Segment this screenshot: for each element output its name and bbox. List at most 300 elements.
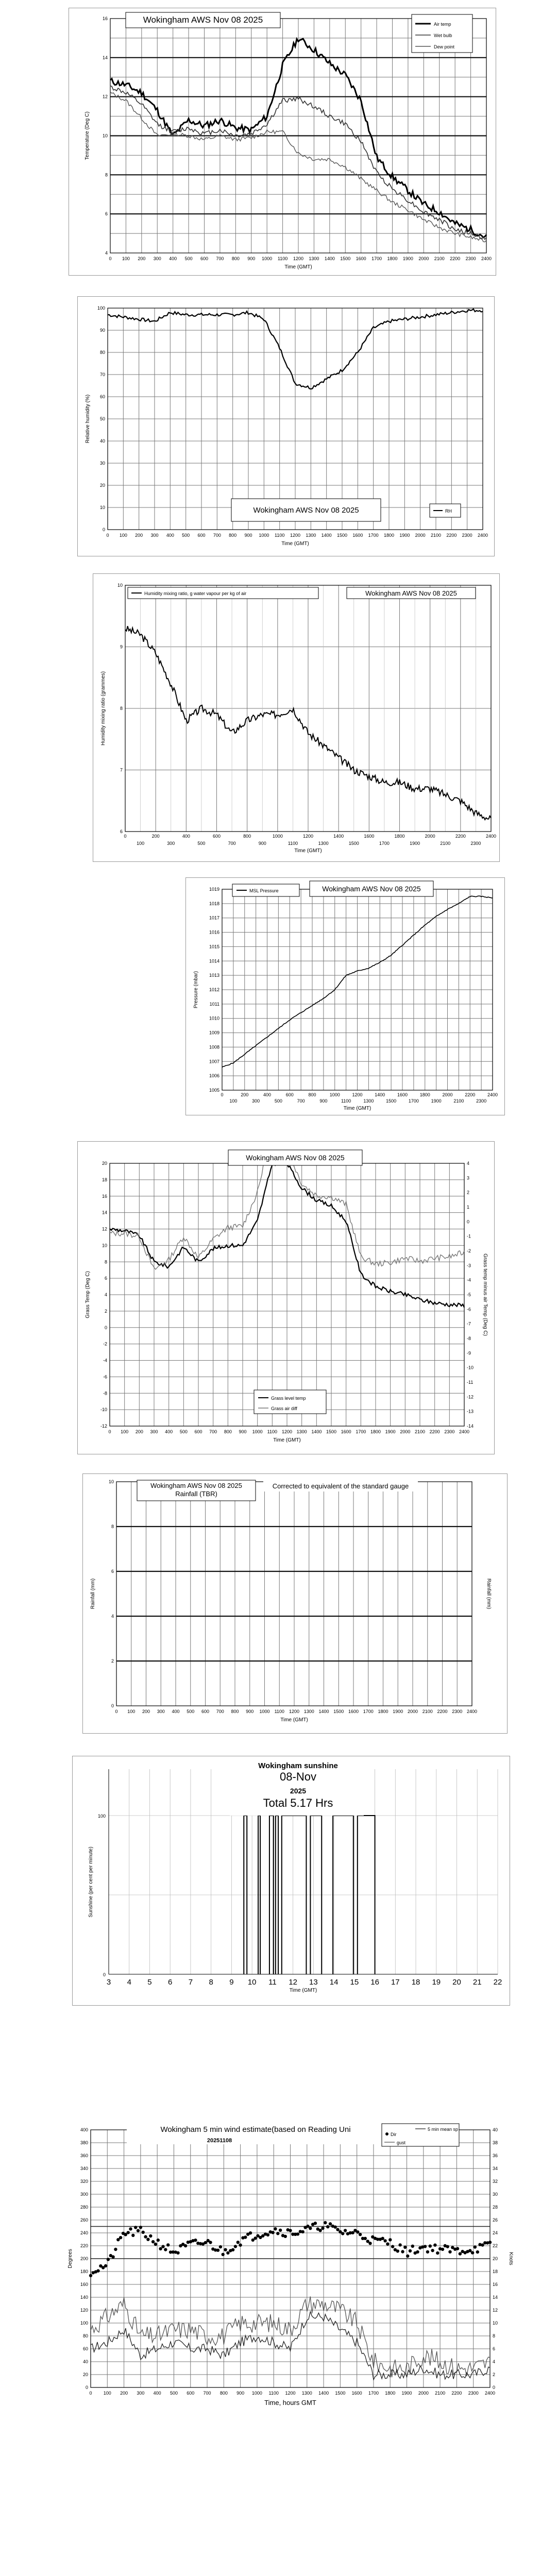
sun-xtick: 21 [472,1978,482,1987]
grass-temp-chart [78,1142,495,1455]
wind-xtick: 1400 [318,2391,329,2396]
wind-ytick: 80 [82,2333,88,2338]
press-ytick: 1008 [209,1044,219,1050]
rain-xtick: 2300 [452,1709,463,1714]
wind-ytick-right: 12 [493,2308,498,2313]
temp-ylabel: Temperature (Deg C) [84,111,90,160]
rain-ytick: 10 [108,1479,114,1484]
press-ytick: 1010 [209,1015,219,1021]
wind-ytick-right: 40 [493,2127,498,2132]
press-ytick: 1019 [209,887,219,892]
wind-dir-point [159,2247,162,2250]
temp-xtick: 800 [231,256,240,261]
grass-xtick: 300 [150,1429,158,1434]
temp-ytick: 4 [105,250,108,256]
rh-xtick: 1900 [399,533,410,538]
grass-xtick: 400 [165,1429,173,1434]
sun-xtick: 13 [309,1978,318,1987]
grass-ytick: -6 [103,1374,107,1380]
rh-ytick: 20 [99,483,105,488]
wind-dir-point [234,2245,237,2248]
sun-xtick: 12 [289,1978,297,1987]
rh-ytick: 10 [99,505,105,510]
wind-dir-point [474,2245,477,2248]
press-xtick-upper: 400 [263,1092,272,1097]
grass-ytick-right: -13 [467,1409,474,1414]
press-xtick-lower: 2100 [453,1098,464,1104]
grass-xtick: 1800 [370,1429,381,1434]
wind-ytick-right: 32 [493,2179,498,2184]
wind-ytick: 180 [80,2269,88,2274]
wind-xtick: 700 [203,2391,211,2396]
wind-dir-point [184,2244,187,2247]
wind-ylabel-right: Knots [508,2252,514,2265]
wind-dir-point [383,2239,386,2242]
press-xtick-lower: 300 [252,1098,260,1104]
grass-xtick: 200 [135,1429,143,1434]
rh-xtick: 600 [197,533,206,538]
wind-dir-point [296,2232,299,2235]
wind-dir-point [129,2227,132,2230]
wind-xtick: 1900 [401,2391,412,2396]
wind-legend-swatch-dir [385,2132,388,2136]
rh-title: Wokingham AWS Nov 08 2025 [253,506,359,515]
rh-xtick: 400 [166,533,174,538]
mix-ytick: 9 [120,644,123,650]
wind-dir-point [436,2251,439,2255]
mix-xtick-upper: 1600 [364,834,375,839]
grass-xtick: 2100 [414,1429,426,1434]
rain-xtick: 1700 [363,1709,374,1714]
wind-ytick: 200 [80,2256,88,2261]
temp-xtick: 2300 [465,256,476,261]
wind-xtick: 500 [170,2391,178,2396]
rain-xtick: 1500 [333,1709,344,1714]
sun-xtick: 4 [127,1978,131,1987]
rh-legend-label-0: RH [445,509,452,514]
grass-ytick: 14 [102,1210,107,1215]
rh-xtick: 1400 [321,533,332,538]
grass-xtick: 2200 [429,1429,440,1434]
wind-dir-point [176,2251,179,2255]
temp-xtick: 400 [169,256,177,261]
mix-xtick-upper: 2000 [425,834,435,839]
temp-xtick: 1700 [371,256,382,261]
rh-xtick: 800 [229,533,237,538]
rh-xtick: 2400 [477,533,488,538]
wind-dir-point [403,2246,407,2249]
wind-dir-point [89,2274,92,2277]
wind-xtick: 0 [89,2391,92,2396]
temperature-chart-panel [69,8,496,276]
grass-ytick: -12 [100,1423,107,1429]
wind-dir-point [398,2243,401,2246]
humidity-chart [78,297,495,557]
temp-xtick: 1800 [387,256,398,261]
press-xtick-lower: 1300 [363,1098,374,1104]
grass-xtick: 1100 [267,1429,278,1434]
temp-legend-label-2: Dew point [434,44,455,49]
rainfall-chart [83,1474,508,1734]
rain-note: Corrected to equivalent of the standard gauge [272,1482,409,1490]
grass-ytick-right: -11 [467,1380,474,1385]
sun-xtick: 17 [391,1978,400,1987]
press-ytick: 1013 [209,973,219,978]
wind-dir-point [341,2232,344,2235]
rain-xtick: 1000 [259,1709,270,1714]
rh-xtick: 200 [135,533,143,538]
press-xtick-upper: 600 [285,1092,294,1097]
wind-xtick: 800 [219,2391,228,2396]
press-xtick-upper: 200 [241,1092,249,1097]
wind-ytick: 100 [80,2320,88,2326]
wind-dir-point [284,2235,287,2238]
mix-xtick-lower: 1300 [318,841,329,846]
mix-xtick-lower: 2300 [470,841,481,846]
wind-xtick: 2300 [468,2391,479,2396]
rain-ytick: 6 [111,1569,114,1574]
press-title: Wokingham AWS Nov 08 2025 [322,885,421,893]
rh-ytick: 70 [99,372,105,377]
wind-dir-point [127,2231,130,2234]
wind-dir-point [209,2241,212,2244]
wind-dir-point [326,2225,329,2228]
wind-dir-point [131,2234,134,2237]
temp-xtick: 900 [247,256,256,261]
sun-xtick: 11 [268,1978,277,1987]
rh-xtick: 500 [182,533,190,538]
wind-ytick-right: 36 [493,2153,498,2158]
press-ytick: 1011 [209,1001,219,1007]
wind-dir-point [329,2222,332,2225]
wind-ytick-right: 38 [493,2140,498,2145]
wind-dir-point [368,2242,371,2245]
temp-xtick: 1300 [309,256,319,261]
grass-ytick-right: -7 [467,1321,471,1327]
press-xtick-lower: 1700 [408,1098,419,1104]
temp-xlabel: Time (GMT) [284,264,312,270]
sun-xtick: 18 [411,1978,420,1987]
press-xtick-lower: 100 [229,1098,238,1104]
wind-dir-point [289,2229,292,2232]
grass-ytick: 6 [104,1276,107,1281]
wind-dir-point [409,2249,412,2252]
press-xtick-upper: 800 [308,1092,316,1097]
wind-ytick: 340 [80,2166,88,2171]
sun-xlabel: Time (GMT) [289,1988,317,1993]
rh-xlabel: Time (GMT) [281,541,309,547]
grass-xtick: 1000 [252,1429,263,1434]
sun-total: Total 5.17 Hrs [263,1797,333,1809]
wind-ytick-right: 22 [493,2243,498,2248]
temp-xtick: 100 [122,256,130,261]
wind-dir-point [391,2245,394,2248]
wind-dir-point [488,2241,492,2244]
sun-ytick: 100 [97,1814,106,1819]
mix-title: Wokingham AWS Nov 08 2025 [365,589,457,597]
wind-dir-point [216,2249,219,2252]
mix-xtick-upper: 1400 [333,834,344,839]
sun-xtick: 10 [247,1978,257,1987]
grass-ytick-right: 2 [467,1190,470,1195]
wind-chart [62,2121,529,2430]
wind-dir-point [194,2239,197,2242]
mix-ytick: 10 [117,583,123,588]
grass-legend-label-1: Grass air diff [271,1406,297,1411]
wind-dir-point [359,2233,362,2236]
grass-xtick: 2300 [444,1429,455,1434]
temp-ytick: 8 [105,172,108,178]
press-xtick-lower: 1500 [386,1098,397,1104]
rh-xtick: 2300 [462,533,472,538]
wind-dir-point [219,2245,222,2248]
wind-xtick: 1600 [351,2391,362,2396]
temp-ytick: 16 [102,16,108,21]
wind-dir-point [244,2235,247,2239]
grass-ytick-right: -8 [467,1336,471,1341]
wind-xtick: 1300 [301,2391,312,2396]
wind-dir-point [481,2243,484,2246]
rain-xtick: 2100 [422,1709,433,1714]
grass-xtick: 900 [239,1429,247,1434]
wind-legend-label-speed: 5 min mean sp [428,2127,459,2132]
press-ylabel: Pressure (mbar) [193,971,199,1009]
mix-xtick-upper: 200 [151,834,160,839]
rh-ytick: 0 [102,527,105,532]
wind-xtick: 1500 [335,2391,346,2396]
press-xtick-upper: 1000 [329,1092,340,1097]
wind-dir-point [154,2243,157,2246]
grass-xtick: 2000 [400,1429,411,1434]
sun-xtick: 22 [493,1978,502,1987]
wind-dir-point [164,2248,167,2251]
mix-xtick-lower: 900 [258,841,266,846]
rh-xtick: 700 [213,533,221,538]
wind-dir-point [144,2235,147,2238]
grass-ytick-right: 0 [467,1219,470,1225]
sun-xtick: 3 [106,1978,111,1987]
sun-ylabel: Sunshine (per cent per minute) [88,1846,94,1918]
press-ytick: 1009 [209,1030,219,1036]
wind-dir-point [271,2231,274,2234]
grass-ytick-right: -1 [467,1233,471,1239]
wind-dir-point [166,2243,170,2246]
mix-xtick-lower: 300 [167,841,175,846]
wind-dir-point [448,2250,451,2253]
wind-ytick: 160 [80,2282,88,2287]
sun-xtick: 15 [350,1978,359,1987]
sun-xtick: 5 [147,1978,152,1987]
wind-xtick: 1200 [285,2391,296,2396]
wind-xtick: 2100 [435,2391,446,2396]
mix-ytick: 6 [120,829,123,834]
wind-dir-point [274,2227,277,2230]
mix-xtick-lower: 1100 [288,841,298,846]
wind-ytick: 320 [80,2179,88,2184]
wind-dir-point [476,2250,479,2253]
wind-dir-point [119,2236,122,2239]
sunshine-chart-panel [72,1756,510,2006]
mix-xtick-upper: 800 [243,834,251,839]
rain-xtick: 1600 [348,1709,359,1714]
rh-xtick: 1100 [274,533,285,538]
rain-xtick: 200 [142,1709,150,1714]
press-ytick: 1005 [209,1088,219,1093]
sunshine-chart [73,1756,511,2006]
wind-dir-point [411,2245,414,2248]
rain-ytick: 2 [111,1658,114,1664]
wind-dir-point [236,2241,240,2244]
grass-xlabel: Time (GMT) [273,1437,301,1443]
rain-ylabel: Rainfall (mm) [90,1578,96,1609]
wind-ytick-right: 4 [493,2359,496,2364]
grass-xtick: 100 [121,1429,129,1434]
wind-dir-point [441,2248,444,2251]
wind-dir-point [334,2226,337,2229]
grass-ytick: 0 [104,1325,107,1330]
wind-ytick-right: 34 [493,2166,498,2171]
temp-ytick: 6 [105,211,108,217]
grass-ytick-right: -14 [467,1423,474,1429]
wind-dir-point [433,2244,436,2247]
grass-xtick: 1500 [326,1429,337,1434]
mixing-ratio-chart [93,574,500,862]
wind-dir-point [142,2231,145,2234]
temp-xtick: 300 [153,256,161,261]
grass-ytick: 16 [102,1193,107,1199]
temp-xtick: 0 [109,256,112,261]
rain-xtick: 2000 [407,1709,418,1714]
rain-xtick: 1300 [303,1709,314,1714]
press-xlabel: Time (GMT) [343,1106,371,1111]
sun-xtick: 16 [370,1978,379,1987]
rh-xtick: 0 [106,533,109,538]
mix-xtick-upper: 2200 [455,834,466,839]
rain-xtick: 100 [127,1709,136,1714]
grass-xtick: 1700 [356,1429,366,1434]
wind-dir-point [364,2237,367,2240]
rh-xtick: 2100 [430,533,442,538]
wind-dir-point [344,2229,347,2232]
wind-dir-point [107,2258,110,2261]
press-xtick-upper: 1400 [375,1092,385,1097]
rain-xtick: 500 [187,1709,195,1714]
grass-ytick-right: 1 [467,1205,470,1210]
rh-ytick: 50 [99,416,105,421]
rh-xtick: 1200 [290,533,301,538]
rain-ytick: 0 [111,1703,114,1708]
wind-dir-point [431,2249,434,2252]
rh-xtick: 900 [244,533,252,538]
press-xtick-lower: 500 [274,1098,282,1104]
grass-ytick: 8 [104,1259,107,1265]
rh-ytick: 30 [99,461,105,466]
mixing-ratio-chart-panel [93,573,500,862]
wind-xtick: 2000 [418,2391,429,2396]
rh-ytick: 40 [99,438,105,444]
grass-ytick: 18 [102,1177,107,1182]
sun-xtick: 6 [168,1978,173,1987]
rainfall-chart-panel [82,1473,508,1734]
temperature-chart [69,8,497,276]
wind-dir-point [314,2222,317,2225]
wind-xtick: 1700 [368,2391,379,2396]
wind-chart-panel [62,2120,528,2429]
wind-legend-label-dir: Dir [391,2132,397,2137]
wind-dir-point [336,2228,339,2231]
mix-xtick-upper: 2400 [485,834,497,839]
wind-dir-point [146,2238,149,2241]
temp-xtick: 2400 [481,256,492,261]
wind-xtick: 100 [103,2391,111,2396]
wind-dir-point [426,2250,429,2253]
wind-dir-point [324,2221,327,2224]
mix-xtick-lower: 1900 [410,841,420,846]
grass-ytick: 4 [104,1292,107,1297]
wind-xlabel: Time, hours GMT [264,2399,316,2406]
grass-ytick: 20 [102,1161,107,1166]
wind-dir-point [459,2252,462,2255]
temp-xtick: 1600 [356,256,366,261]
rh-xtick: 2000 [415,533,426,538]
mix-ytick: 7 [120,767,123,773]
wind-xtick: 900 [236,2391,245,2396]
wind-dir-point [266,2233,269,2236]
grass-ytick: 10 [102,1243,107,1248]
grass-ytick-right: -3 [467,1263,471,1268]
temp-ytick: 10 [102,133,108,139]
rh-ytick: 100 [97,306,105,311]
wind-ytick-right: 28 [493,2205,498,2210]
wind-dir-point [396,2249,399,2252]
rain-xtick: 1400 [318,1709,329,1714]
wind-dir-point [137,2229,140,2232]
wind-dir-point [226,2251,229,2255]
grass-ytick: -8 [103,1391,107,1396]
mix-xtick-upper: 1000 [272,834,283,839]
wind-xtick: 400 [153,2391,161,2396]
wind-ytick: 280 [80,2205,88,2210]
rain-title: Wokingham AWS Nov 08 2025 [150,1482,242,1489]
wind-xtick: 1000 [251,2391,262,2396]
grass-ytick-right: -12 [467,1394,474,1400]
temp-ytick: 14 [102,55,108,60]
rain-xtick: 400 [172,1709,180,1714]
sun-title: Wokingham sunshine [258,1761,338,1770]
press-xtick-lower: 900 [319,1098,328,1104]
mix-ylabel: Humidity mixing ratio (grammes) [100,671,106,745]
wind-dir-point [151,2240,155,2243]
temp-title: Wokingham AWS Nov 08 2025 [143,15,263,25]
pressure-chart-panel [185,877,505,1115]
grass-ytick: 2 [104,1308,107,1314]
rh-xtick: 300 [150,533,159,538]
rh-xtick: 1600 [352,533,363,538]
grass-xtick: 1600 [341,1429,351,1434]
mix-xtick-upper: 600 [212,834,221,839]
wind-legend-label-gust: gust [397,2140,406,2145]
grass-title: Wokingham AWS Nov 08 2025 [246,1154,345,1162]
rain-xtick: 2400 [466,1709,478,1714]
press-xtick-lower: 2300 [476,1098,487,1104]
temp-xtick: 700 [216,256,224,261]
grass-xtick: 1200 [281,1429,293,1434]
wind-xtick: 300 [137,2391,145,2396]
rain-ylabel-right: Rainfall (mm) [486,1578,492,1609]
rh-ylabel: Relative humidity (%) [85,394,91,444]
wind-dir-point [401,2250,404,2253]
temp-xtick: 2200 [450,256,461,261]
